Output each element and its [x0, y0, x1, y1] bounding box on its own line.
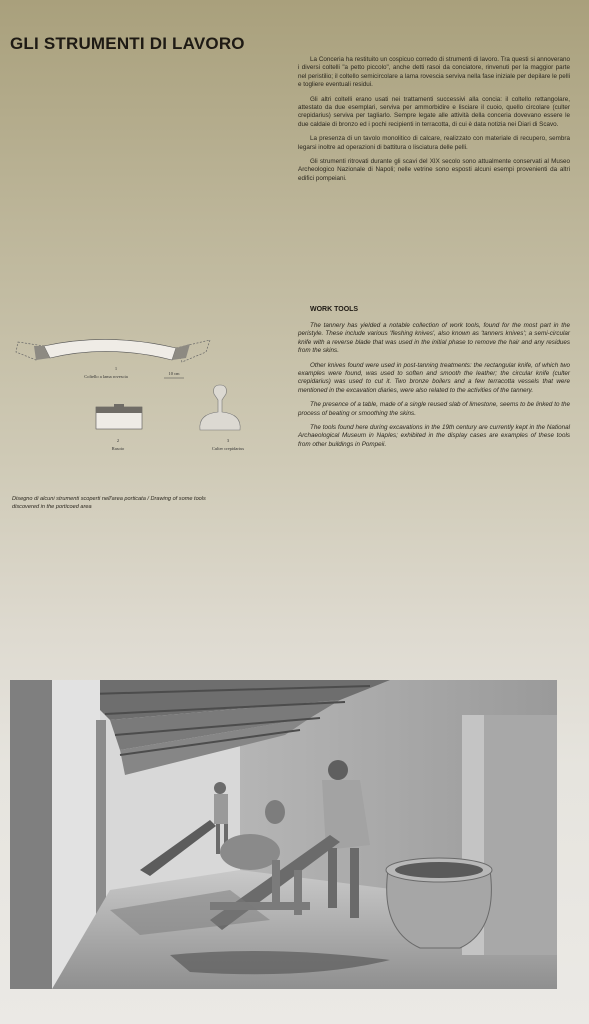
tannery-reconstruction-illustration	[10, 680, 557, 989]
curved-knife-drawing	[16, 339, 210, 362]
english-paragraph-4: The tools found here during excavations in the 19th century are currently kept in the National Archaeological Museum in Naples; exhibited in the display cases are examples of these tools from other buildings in Pompeii.	[298, 424, 570, 448]
english-paragraph-3: The presence of a table, made of a single reused slab of limestone, seems to be linked to the process of beating or smoothing the skins.	[298, 401, 570, 417]
drawing-caption: Disegno di alcuni strumenti scoperti nell'area porticata / Drawing of some tools discovered in the porticoed area	[12, 496, 206, 510]
tool2-label: Rasoio	[111, 446, 125, 451]
english-heading: WORK TOOLS	[310, 306, 359, 313]
italian-text	[298, 56, 570, 189]
tool3-number: 3	[226, 438, 230, 443]
english-paragraph-1: The tannery has yielded a notable collection of work tools, found for the most part in the peristyle. These include various 'fleshing knives', also known as 'tanners knives'; a semi-circular knife with a reverse blade that was used in the initial phase to remove the hair and any residues from the skins.	[298, 322, 570, 355]
panel-title: GLI STRUMENTI DI LAVORO	[10, 34, 245, 53]
left-pillar	[10, 680, 52, 989]
english-text	[298, 322, 570, 455]
tool1-label: Coltello a lama rovescia	[84, 374, 128, 379]
rectangular-knife-drawing	[96, 404, 142, 429]
circular-knife-drawing	[200, 385, 240, 430]
tool1-number: 1	[114, 366, 118, 371]
tool2-number: 2	[116, 438, 120, 443]
italian-paragraph-4: Gli strumenti ritrovati durante gli scavi del XIX secolo sono attualmente conservati al Museo Archeologico Nazionale di Napoli; nelle vetrine sono esposti alcuni esempi provenienti da altri edifici pompeiani.	[298, 158, 570, 182]
italian-paragraph-2: Gli altri coltelli erano usati nei trattamenti successivi alla concia: il coltello rettangolare, attestato da due esemplari, serviva per ammorbidire e lisciare il cuoio, quello circolare (culter crepidarius) serviva per tagliarlo. Sempre legate alle attività della conceria dovevano essere le due caldaie di bronzo ed i pochi recipienti in terracotta, di cui è data notizia nei Diari di Scavo.	[298, 95, 570, 128]
italian-paragraph-1: La Conceria ha restituito un cospicuo corredo di strumenti di lavoro. Tra questi si annoverano i diversi coltelli "a petto piccolo", anche detti rasoi da conciatore, rinvenuti per la maggior parte nel peristilio; il coltello semicircolare a lama rovescia serviva nella fase iniziale per depilare le pelli e togliere eventuali residui.	[298, 56, 570, 89]
background-vat	[220, 834, 280, 870]
english-paragraph-2: Other knives found were used in post-tanning treatments: the rectangular knife, of which two examples were found, was used to soften and smooth the leather; the circular knife (culter crepidarius) was used to cut it. Two bronze boilers and a few terracotta vessels that were mentioned in the excavation diaries, were also related to the activities of the tannery.	[298, 361, 570, 394]
italian-paragraph-3: La presenza di un tavolo monolitico di calcare, realizzato con materiale di recupero, sembra legarsi inoltre ad operazioni di battitura o lisciatura delle pelli.	[298, 135, 570, 151]
terracotta-vessel	[386, 858, 492, 948]
scale-label: 10 cm	[168, 371, 180, 376]
tool3-label: Culter crepidarius	[211, 446, 245, 451]
tools-drawing	[14, 330, 245, 480]
